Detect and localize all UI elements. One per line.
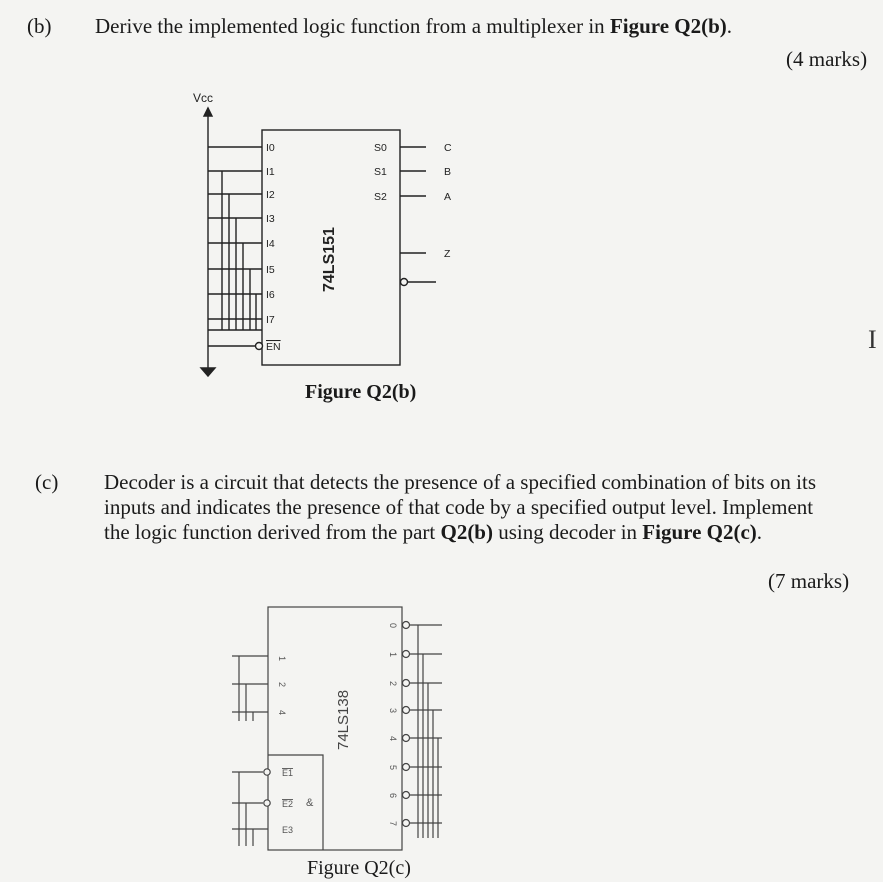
- out-label-2: 2: [388, 681, 398, 687]
- and-symbol: &: [306, 797, 314, 809]
- input-label-i5: I5: [266, 264, 275, 276]
- addr-label-1: 1: [277, 656, 287, 662]
- part-b-marks: (4 marks): [786, 47, 868, 71]
- input-label-i0: I0: [266, 142, 275, 154]
- input-label-i2: I2: [266, 189, 275, 201]
- figure-b-caption: Figure Q2(b): [305, 381, 417, 403]
- out-label-0: 0: [388, 623, 398, 629]
- figure-c-caption: Figure Q2(c): [307, 857, 411, 879]
- select-label-s0: S0: [374, 142, 387, 154]
- addr-label-2: 2: [277, 682, 287, 688]
- part-c-line-3-text: the logic function derived from the part: [104, 520, 441, 544]
- out-label-7: 7: [388, 821, 398, 827]
- part-b-figure-ref: Figure Q2(b): [609, 14, 727, 38]
- out-label-4: 4: [388, 736, 398, 742]
- decoder-outputs: [403, 622, 443, 827]
- part-c-line-3-end: .: [756, 520, 763, 544]
- part-b-label: (b): [27, 14, 52, 38]
- input-label-i7: I7: [266, 314, 275, 326]
- enable-and-box: [268, 755, 323, 850]
- out-label-6: 6: [388, 793, 398, 799]
- part-c-line-3-mid: using decoder in: [492, 520, 643, 544]
- enable-label-e1: E1: [282, 768, 294, 778]
- vcc-label: Vcc: [193, 91, 214, 105]
- select-label-s1: S1: [374, 166, 387, 178]
- mux-chip-name: 74LS151: [321, 227, 338, 292]
- enable-label: EN: [266, 341, 281, 353]
- part-c-ref-q2b: Q2(b): [440, 520, 493, 544]
- enable-label-e3: E3: [282, 825, 294, 835]
- out-label-1: 1: [388, 652, 398, 658]
- part-c-line-1: Decoder is a circuit that detects the presence of a specified combination of bits on its: [104, 470, 817, 494]
- e2-bubble: [264, 800, 270, 806]
- input-label-i3: I3: [266, 213, 275, 225]
- output-label-z: Z: [444, 248, 451, 260]
- select-label-s2: S2: [374, 191, 387, 203]
- part-b-text: Derive the implemented logic function from a multiplexer in: [95, 14, 610, 38]
- text-cursor-icon: I: [868, 325, 877, 354]
- out-label-5: 5: [388, 765, 398, 771]
- input-label-i6: I6: [266, 289, 275, 301]
- out-label-3: 3: [388, 708, 398, 714]
- enable-label-e2: E2: [282, 799, 294, 809]
- signal-label-c: C: [444, 142, 452, 154]
- part-b-text-end: .: [726, 14, 733, 38]
- input-label-i1: I1: [266, 166, 275, 178]
- signal-label-a: A: [444, 191, 452, 203]
- input-label-i4: I4: [266, 238, 275, 250]
- signal-label-b: B: [444, 166, 452, 178]
- part-c-figure-ref: Figure Q2(c): [642, 520, 757, 544]
- part-c-label: (c): [35, 470, 59, 494]
- part-c-line-2: inputs and indicates the presence of that code by a specified output level. Implement: [104, 495, 814, 519]
- part-c-marks: (7 marks): [768, 569, 850, 593]
- addr-label-4: 4: [277, 710, 287, 716]
- decoder-chip-name: 74LS138: [335, 689, 352, 750]
- e1-bubble: [264, 769, 270, 775]
